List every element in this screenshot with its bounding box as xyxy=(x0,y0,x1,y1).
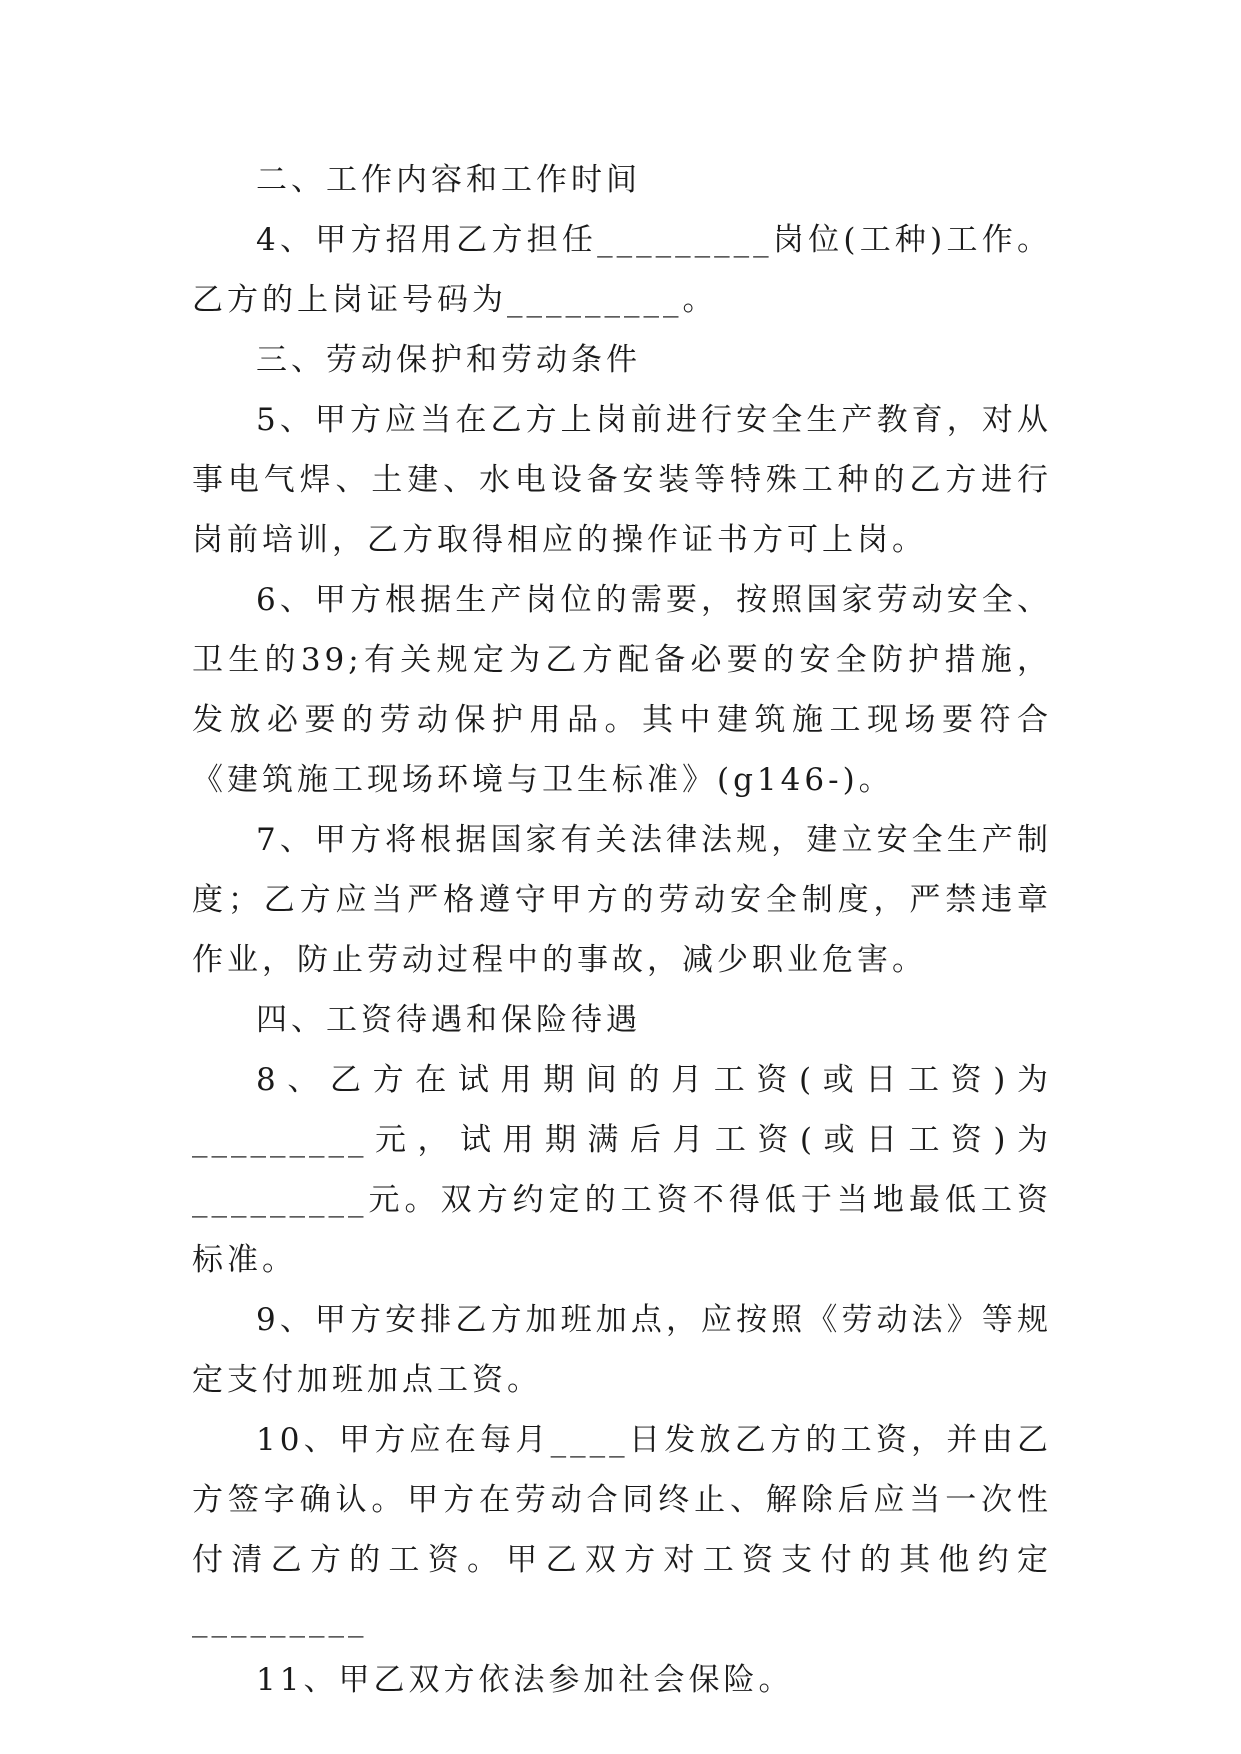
clause-6: 6、甲方根据生产岗位的需要，按照国家劳动安全、卫生的39;有关规定为乙方配备必要的安全防护措施，发放必要的劳动保护用品。其中建筑施工现场要符合《建筑施工现场环境与卫生标准》(g146-)。 xyxy=(192,582,1052,798)
section-heading-wages-insurance: 四、工资待遇和保险待遇 xyxy=(256,1002,641,1038)
section-heading-work-content: 二、工作内容和工作时间 xyxy=(256,162,641,198)
clause-7: 7、甲方将根据国家有关法律法规，建立安全生产制度；乙方应当严格遵守甲方的劳动安全制度，严禁违章作业，防止劳动过程中的事故，减少职业危害。 xyxy=(192,822,1052,978)
clause-5: 5、甲方应当在乙方上岗前进行安全生产教育，对从事电气焊、土建、水电设备安装等特殊工种的乙方进行岗前培训，乙方取得相应的操作证书方可上岗。 xyxy=(192,402,1052,558)
clause-11: 11、甲乙双方依法参加社会保险。 xyxy=(256,1662,794,1698)
document-body xyxy=(192,150,1052,1710)
clause-10: 10、甲方应在每月____日发放乙方的工资，并由乙方签字确认。甲方在劳动合同终止、解除后应当一次性付清乙方的工资。甲乙双方对工资支付的其他约定_________ xyxy=(192,1422,1052,1638)
clause-4: 4、甲方招用乙方担任_________岗位(工种)工作。乙方的上岗证号码为_________。 xyxy=(192,222,1052,318)
section-heading-labor-protection: 三、劳动保护和劳动条件 xyxy=(256,342,641,378)
clause-8: 8、乙方在试用期间的月工资(或日工资)为_________元，试用期满后月工资(或日工资)为_________元。双方约定的工资不得低于当地最低工资标准。 xyxy=(192,1062,1052,1278)
clause-9: 9、甲方安排乙方加班加点，应按照《劳动法》等规定支付加班加点工资。 xyxy=(192,1302,1052,1398)
